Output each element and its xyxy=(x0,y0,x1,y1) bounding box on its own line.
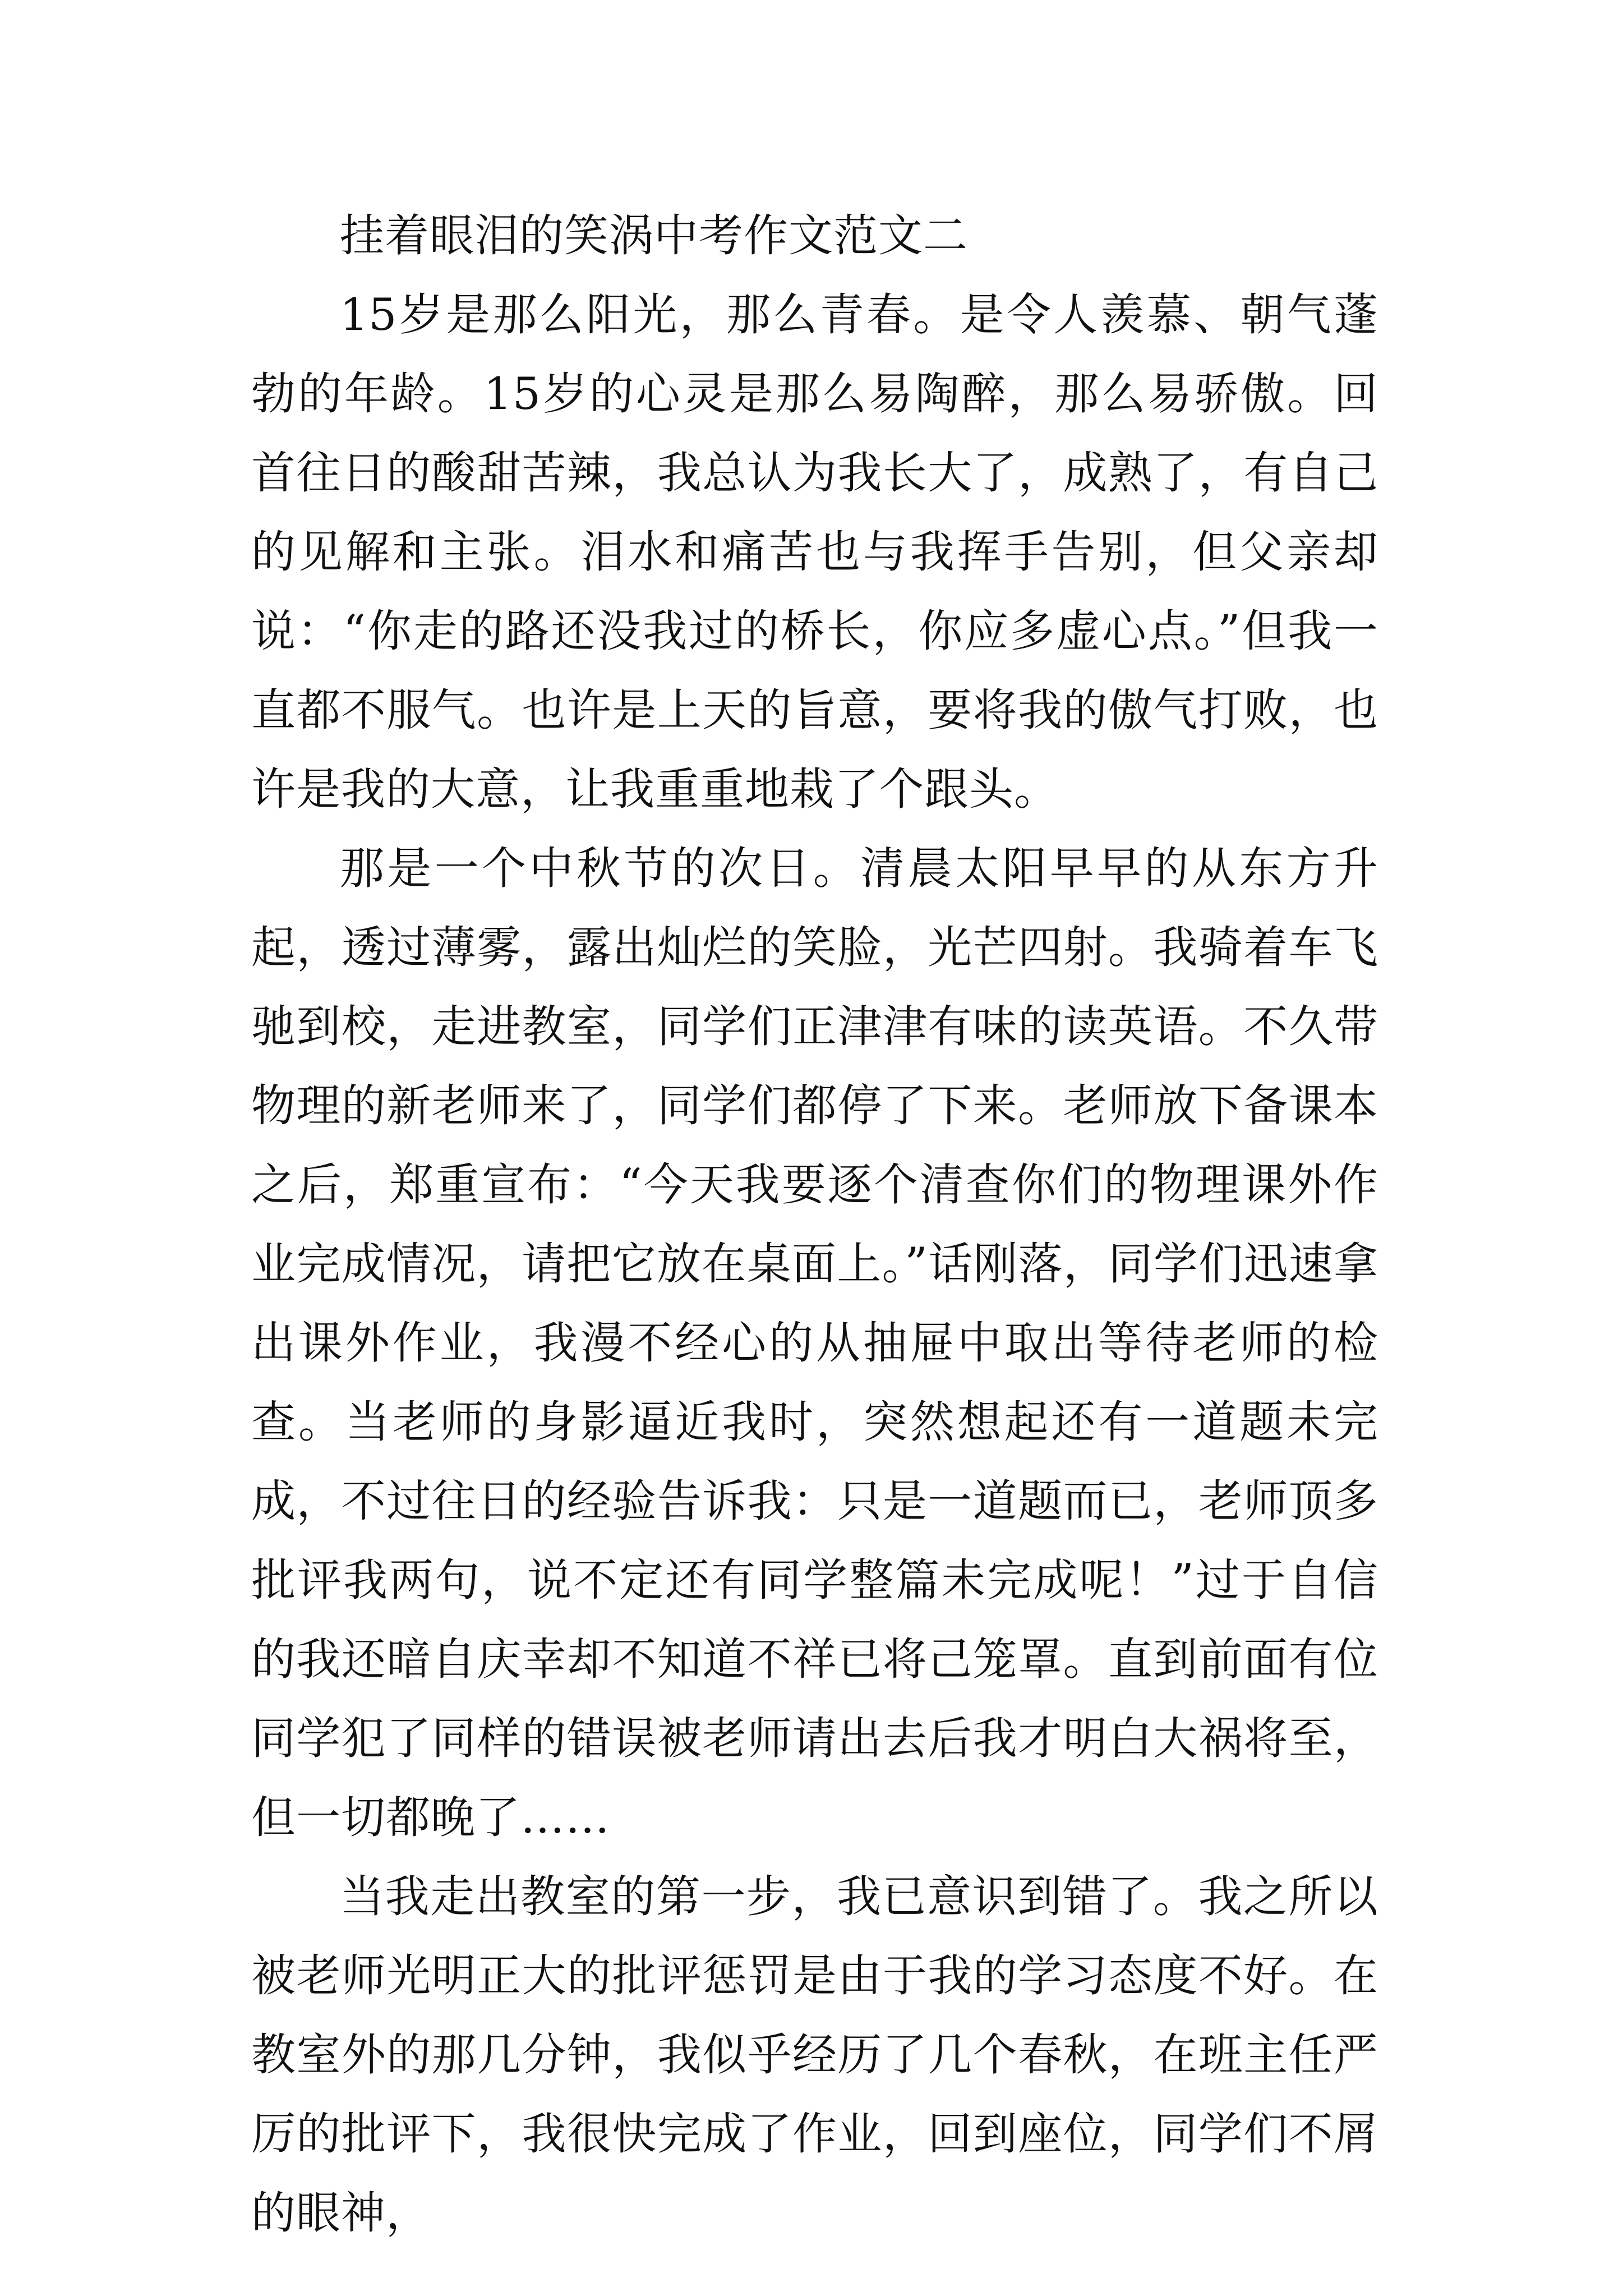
paragraph-3: 当我走出教室的第一步，我已意识到错了。我之所以被老师光明正大的批评惩罚是由于我的学习态度不好。在教室外的那几分钟，我似乎经历了几个春秋，在班主任严厉的批评下，我很快完成了作业，回到座位，同学们不屑的眼神， xyxy=(251,1871,1378,2239)
document-title: 挂着眼泪的笑涡中考作文范文二 xyxy=(340,210,968,261)
document-body xyxy=(251,196,1378,2253)
paragraph-1: 15岁是那么阳光，那么青春。是令人羡慕、朝气蓬勃的年龄。15岁的心灵是那么易陶醉，那么易骄傲。回首往日的酸甜苦辣，我总认为我长大了，成熟了，有自己的见解和主张。泪水和痛苦也与我挥手告别，但父亲却说：“你走的路还没我过的桥长，你应多虚心点。”但我一直都不服气。也许是上天的旨意，要将我的傲气打败，也许是我的大意，让我重重地栽了个跟头。 xyxy=(251,289,1378,815)
paragraph-2: 那是一个中秋节的次日。清晨太阳早早的从东方升起，透过薄雾，露出灿烂的笑脸，光芒四射。我骑着车飞驰到校，走进教室，同学们正津津有味的读英语。不久带物理的新老师来了，同学们都停了下来。老师放下备课本之后，郑重宣布：“今天我要逐个清查你们的物理课外作业完成情况，请把它放在桌面上。”话刚落，同学们迅速拿出课外作业，我漫不经心的从抽屉中取出等待老师的检查。当老师的身影逼近我时，突然想起还有一道题未完成，不过往日的经验告诉我：只是一道题而已，老师顶多批评我两句，说不定还有同学整篇未完成呢！”过于自信的我还暗自庆幸却不知道不祥已将己笼罩。直到前面有位同学犯了同样的错误被老师请出去后我才明白大祸将至，但一切都晚了…… xyxy=(251,843,1378,1843)
